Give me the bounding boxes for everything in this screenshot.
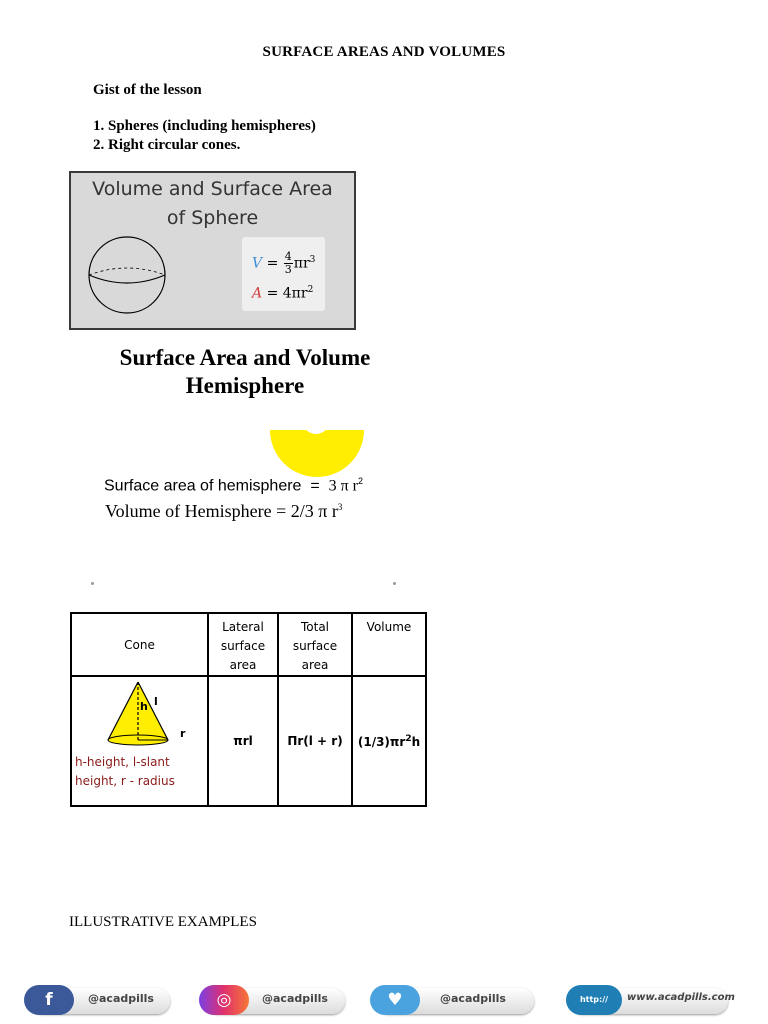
cone-diagram — [102, 680, 202, 750]
header-total-surface-area: Total surface area — [278, 613, 352, 676]
lateral-area-formula: πrl — [208, 676, 278, 806]
table-header-row — [71, 613, 426, 676]
sphere-volume-formula: V = $\frac{4}{3}\pi r^3$ — [252, 250, 316, 276]
page-title: SURFACE AREAS AND VOLUMES — [262, 44, 506, 60]
sphere-diagram — [87, 235, 167, 315]
instagram-icon[interactable]: ◎ — [199, 985, 249, 1015]
twitter-icon[interactable]: ♥ — [370, 985, 420, 1015]
facebook-handle[interactable]: @acadpills — [88, 992, 154, 1005]
table-row — [71, 676, 426, 806]
gist-heading: Gist of the lesson — [93, 82, 202, 98]
bullet-dot — [91, 582, 94, 585]
bullet-dot — [393, 582, 396, 585]
lesson-item-spheres: 1. Spheres (including hemispheres) — [93, 118, 316, 134]
lesson-item-cones: 2. Right circular cones. — [93, 137, 241, 153]
website-url[interactable]: www.acadpills.com — [627, 992, 735, 1003]
instagram-handle[interactable]: @acadpills — [262, 992, 328, 1005]
header-cone: Cone — [71, 613, 208, 676]
cone-legend: h-height, l-slant height, r - radius — [75, 755, 175, 788]
volume-formula: $(1/3)\pi r^2h$ — [352, 676, 426, 806]
hemisphere-surface-area: Surface area of hemisphere = 3 π $r^2$ — [104, 476, 363, 495]
cone-label-r: r — [180, 727, 186, 740]
total-area-formula: Πr(l + r) — [278, 676, 352, 806]
website-link-icon[interactable]: http:// — [566, 985, 622, 1015]
sphere-card-title: Volume and Surface Area of Sphere — [92, 178, 333, 229]
hemisphere-diagram — [268, 428, 366, 478]
illustrative-examples-heading: ILLUSTRATIVE EXAMPLES — [69, 914, 257, 930]
header-volume: Volume — [352, 613, 426, 676]
facebook-icon[interactable]: f — [24, 985, 74, 1015]
twitter-handle[interactable]: @acadpills — [440, 992, 506, 1005]
sphere-area-formula: $A = 4\pi r^2$ — [252, 285, 314, 302]
cone-diagram-cell — [71, 676, 208, 806]
hemisphere-volume: Volume of Hemisphere = 2/3 π $r^3$ — [105, 501, 343, 521]
cone-formula-table — [70, 612, 427, 807]
header-lateral-surface-area: Lateral surface area — [208, 613, 278, 676]
cone-label-h: h — [140, 700, 148, 713]
sphere-formula-box — [242, 237, 325, 311]
cone-label-l: l — [154, 695, 158, 708]
hemisphere-title: Surface Area and Volume Hemisphere — [119, 345, 371, 398]
sphere-card — [69, 171, 356, 330]
